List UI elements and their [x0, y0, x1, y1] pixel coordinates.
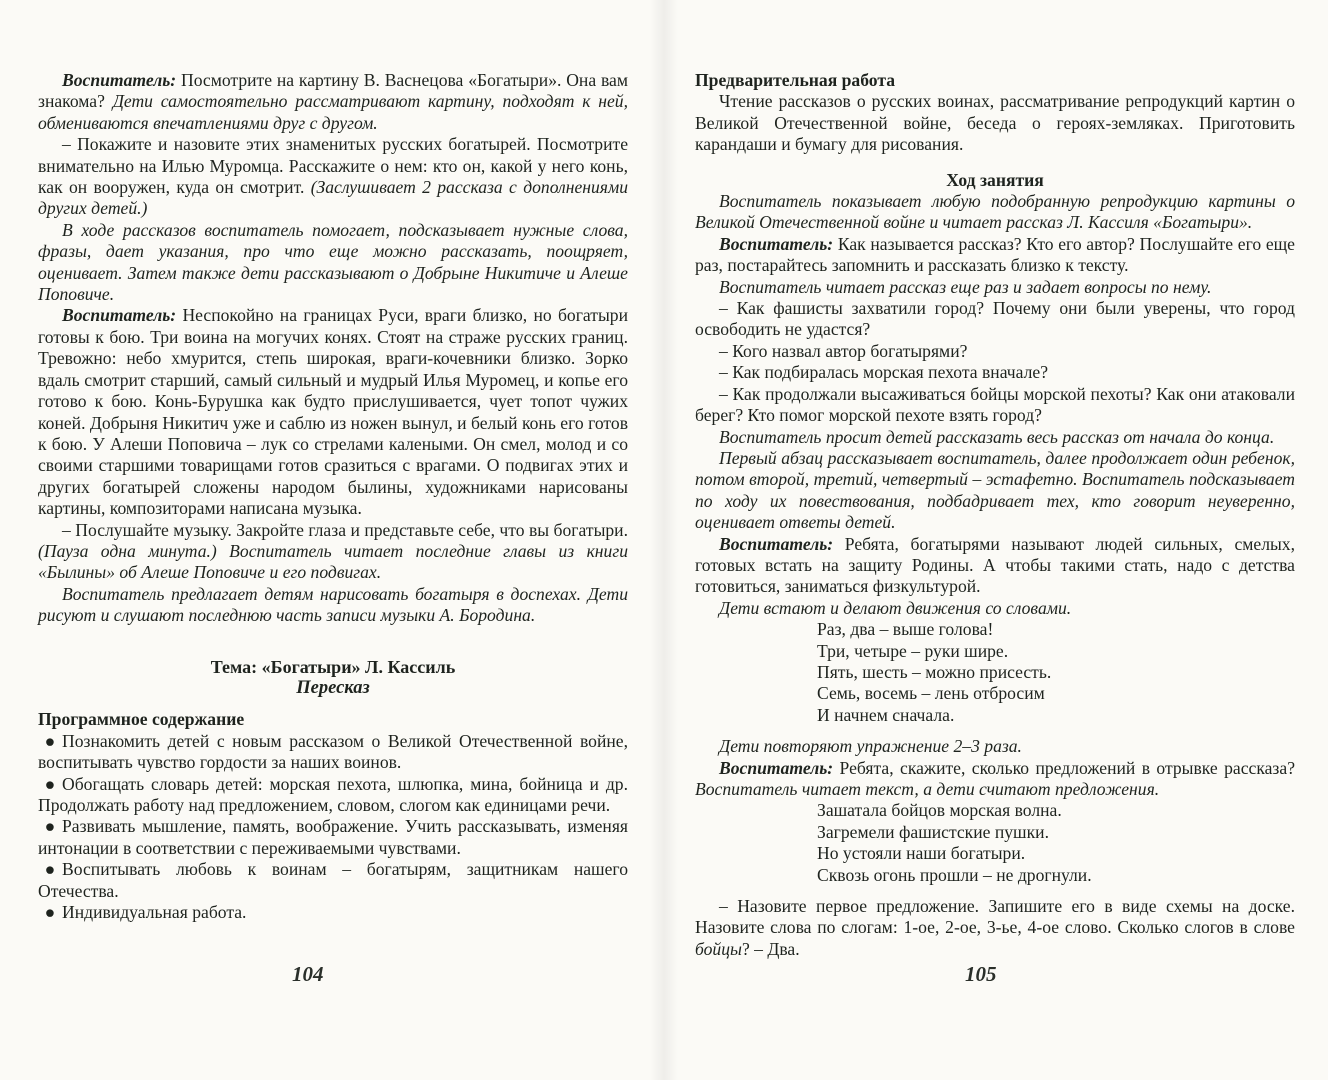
page-gutter [650, 0, 678, 1080]
bullet-item: ● Развивать мышление, память, воображение. Учить рассказывать, изменяя интонации в соответствии с переживаемыми чувствами. [38, 816, 628, 858]
paragraph: Первый абзац рассказывает воспитатель, далее продолжает один ребенок, потом второй, третий, четвертый – эстафетно. Воспитатель подсказывает по ходу их повествования, подбадривает тех, кто говорит неуверенно, оценивает ответы детей. [695, 447, 1295, 533]
bullet-item: ● Индивидуальная работа. [38, 902, 628, 923]
verse-line: Но устояли наши богатыри. [817, 843, 1026, 864]
bullet-icon: ● [44, 816, 56, 837]
bullet-icon: ● [44, 902, 56, 923]
paragraph: Воспитатель предлагает детям нарисовать богатыря в доспехах. Дети рисуют и слушают последнюю часть записи музыки А. Бородина. [38, 583, 628, 626]
paragraph: Воспитатель: Неспокойно на границах Руси, враги близко, но богатыри готовы к бою. Три воина на могучих конях. Стоят на страже русских границ. Тревожно: небо хмурится, степь широкая, враги-кочевники близко. Зорко вдаль смотрит старший, самый сильный и мудрый Илья Муромец, и копье его готово к бою. Конь-Бурушка как будто прислушивается, чует топот чужих коней. Добрыня Никитич уже и саблю из ножен вынул, и белый конь его готов к бою. У Алеши Поповича – лук со стрелами калеными. Он смел, молод и со своими старшими товарищами готов сразиться с врагами. О подвигах этих и других богатырей сложены народом былины, художниками нарисованы картины, композиторами написана музыка. [38, 305, 628, 519]
lesson-subtopic: Пересказ [296, 677, 370, 698]
paragraph: – Назовите первое предложение. Запишите его в виде схемы на доске. Назовите слова по слогам: 1-ое, 2-ое, 3-ье, 4-ое слово. Сколько слогов в слове бойцы? – Два. [695, 896, 1295, 959]
paragraph: Воспитатель: Ребята, скажите, сколько предложений в отрывке рассказа? Воспитатель читает текст, а дети считают предложения. [695, 757, 1295, 799]
paragraph: Дети встают и делают движения со словами. [719, 597, 1072, 618]
paragraph: – Покажите и назовите этих знаменитых русских богатырей. Посмотрите внимательно на Илью Муромца. Расскажите о нем: кто он, какой у него конь, как он вооружен, куда он смотрит. (Заслушивает 2 рассказа с дополнениями других детей.) [38, 134, 628, 219]
paragraph: Дети повторяют упражнение 2–3 раза. [719, 736, 1022, 757]
left-page [38, 70, 628, 923]
paragraph: Воспитатель просит детей рассказать весь рассказ от начала до конца. [719, 426, 1275, 447]
speaker-label: Воспитатель: [719, 233, 834, 254]
paragraph: Чтение рассказов о русских воинах, рассматривание репродукций картин о Великой Отечественной войне, беседа о героях-земляках. Приготовить карандаши и бумагу для рисования. [695, 91, 1295, 155]
verse-line: Загремели фашистские пушки. [817, 821, 1049, 842]
question: – Кого назвал автор богатырями? [719, 340, 968, 361]
section-heading: Предварительная работа [695, 70, 896, 90]
verse-line: И начнем сначала. [817, 704, 955, 725]
lesson-topic: Тема: «Богатыри» Л. Кассиль [210, 656, 456, 677]
paragraph: Воспитатель: Посмотрите на картину В. Васнецова «Богатыри». Она вам знакома? Дети самостоятельно рассматривают картину, подходят к ней, обмениваются впечатлениями друг с другом. [38, 70, 628, 133]
paragraph: В ходе рассказов воспитатель помогает, подсказывает нужные слова, фразы, дает указания, про что еще можно рассказать, поощряет, оценивает. Затем также дети рассказывают о Добрыне Никитиче и Алеше Поповиче. [38, 219, 628, 305]
paragraph: Воспитатель читает рассказ еще раз и задает вопросы по нему. [719, 276, 1212, 297]
speaker-label: Воспитатель: [62, 305, 177, 326]
verse-line: Три, четыре – руки шире. [817, 640, 1009, 661]
verse-line: Семь, восемь – лень отбросим [817, 683, 1045, 704]
section-heading: Программное содержание [38, 709, 245, 730]
bullet-item: ● Познакомить детей с новым рассказом о Великой Отечественной войне, воспитывать чувство гордости за наших воинов. [38, 730, 628, 773]
speaker-label: Воспитатель: [719, 757, 834, 778]
paragraph: Воспитатель: Как называется рассказ? Кто его автор? Послушайте его еще раз, постарайтесь запомнить и рассказать близко к тексту. [695, 233, 1295, 276]
bullet-item: ● Обогащать словарь детей: морская пехота, шлюпка, мина, бойница и др. Продолжать работу над предложением, словом, слогом как единицами речи. [38, 773, 628, 815]
verse-line: Сквозь огонь прошли – не дрогнули. [817, 864, 1092, 885]
section-heading: Ход занятия [946, 169, 1044, 190]
verse-line: Зашатала бойцов морская волна. [817, 800, 1062, 821]
paragraph: – Послушайте музыку. Закройте глаза и представьте себе, что вы богатыри. (Пауза одна минута.) Воспитатель читает последние главы из книги «Былины» об Алеше Поповиче и его подвигах. [38, 519, 628, 583]
verse-line: Пять, шесть – можно присесть. [817, 661, 1052, 682]
verse-line: Раз, два – выше голова! [817, 619, 994, 640]
speaker-label: Воспитатель: [62, 70, 177, 90]
paragraph: Воспитатель: Ребята, богатырями называют людей сильных, смелых, готовых встать на защиту Родины. А чтобы такими стать, надо с детства готовиться, заниматься физкультурой. [695, 533, 1295, 597]
speaker-label: Воспитатель: [719, 533, 834, 554]
question: – Как продолжали высаживаться бойцы морской пехоты? Как они атаковали берег? Кто помог морской пехоте взять город? [695, 383, 1295, 426]
question: – Как подбиралась морская пехота вначале? [719, 362, 1049, 383]
right-page [695, 70, 1295, 960]
bullet-item: ● Воспитывать любовь к воинам – богатырям, защитникам нашего Отечества. [38, 859, 628, 901]
paragraph: Воспитатель показывает любую подобранную репродукцию картины о Великой Отечественной войне и читает рассказ Л. Кассиля «Богатыри». [695, 191, 1295, 233]
page-number-left: 104 [292, 962, 324, 986]
question: – Как фашисты захватили город? Почему они были уверены, что город освободить не удастся? [695, 298, 1295, 340]
page-number-right: 105 [965, 962, 997, 986]
bullet-icon: ● [44, 773, 56, 794]
bullet-icon: ● [44, 730, 56, 751]
bullet-icon: ● [44, 859, 56, 880]
